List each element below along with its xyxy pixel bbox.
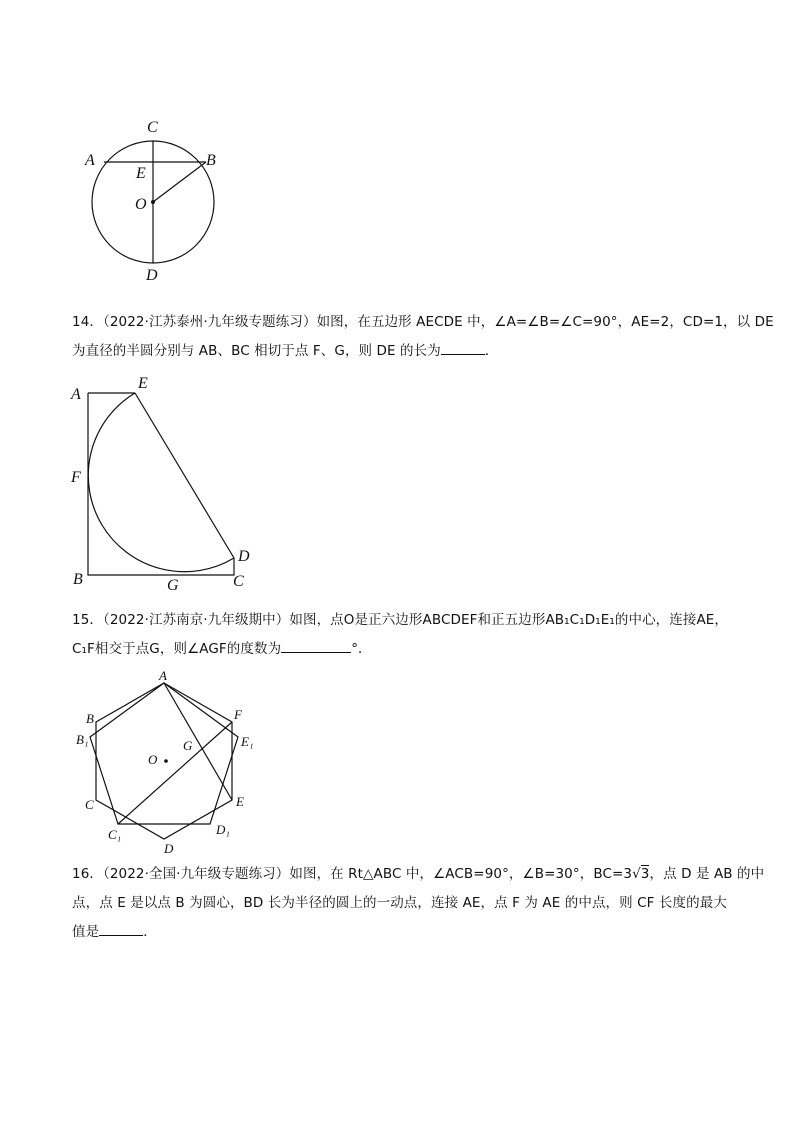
label-a: A (85, 152, 95, 169)
regular-hexagon (96, 683, 232, 839)
label-e: E (136, 165, 146, 182)
label-a: A (71, 386, 81, 403)
sqrt-radicand: 3 (640, 866, 650, 882)
problem-16-tail: ． (143, 924, 157, 940)
problem-16-line-2: 点，点 E 是以点 B 为圆心，BD 长为半径的圆上的一动点，连接 AE，点 F 为 AE 的中点，则 CF 长度的最大 (72, 895, 727, 911)
pentagon-semicircle-figure (66, 372, 256, 597)
problem-14 (72, 308, 774, 366)
label-b1: B₁ (76, 732, 89, 747)
label-b: B (73, 571, 83, 588)
label-c: C (85, 797, 94, 812)
label-f: F (71, 469, 81, 486)
center-dot (151, 200, 155, 204)
problem-15-tail: °． (351, 641, 372, 657)
problem-14-tail: ． (484, 343, 499, 359)
label-b: B (206, 152, 216, 169)
diameter-de (135, 393, 234, 558)
problem-15 (72, 606, 732, 664)
problem-15-line-2 (72, 635, 732, 664)
problem-15-text: C₁F相交于点G，则∠AGF的度数为 (72, 641, 282, 657)
label-o: O (148, 752, 158, 767)
regular-pentagon (90, 683, 238, 824)
answer-blank-16[interactable] (99, 921, 143, 936)
problem-14-line-2 (72, 337, 732, 366)
problem-16-text-a: 16．（2022·全国·九年级专题练习）如图，在 Rt△ABC 中，∠ACB=90°，∠B=30°，BC=3 (72, 866, 633, 882)
label-c: C (147, 119, 158, 136)
problem-16-line-1 (72, 860, 765, 889)
label-g: G (167, 577, 179, 594)
label-b: B (86, 711, 94, 726)
answer-blank-15[interactable] (281, 638, 351, 653)
segment-ae (164, 683, 232, 800)
label-c: C (233, 573, 244, 590)
label-o: O (135, 196, 147, 213)
sqrt-sign: √ (632, 866, 641, 882)
center-dot (164, 759, 168, 763)
radius-ob (153, 162, 206, 202)
label-c1: C₁ (108, 827, 122, 842)
label-e1: E₁ (241, 734, 254, 749)
problem-16-text-c: 值是 (72, 924, 100, 940)
hexagon-pentagon-figure (72, 668, 272, 858)
problem-16-line-3 (72, 918, 732, 947)
problem-15-line-1: 15．（2022·江苏南京·九年级期中）如图，点O是正六边形ABCDEF和正五边形AB₁C₁D₁E₁的中心，连接AE， (72, 612, 729, 628)
semicircle-arc (88, 393, 234, 572)
problem-14-text: 为直径的半圆分别与 AB、BC 相切于点 F、G，则 DE 的长为 (72, 343, 441, 359)
problem-16 (72, 860, 765, 947)
label-a: A (159, 668, 167, 683)
answer-blank-14[interactable] (441, 340, 485, 355)
problem-14-line-1: 14．（2022·江苏泰州·九年级专题练习）如图，在五边形 AECDE 中，∠A=∠B=∠C=90°，AE=2，CD=1，以 DE (72, 314, 774, 330)
label-d: D (146, 267, 158, 284)
circle-figure (80, 112, 240, 287)
label-d: D (164, 841, 174, 856)
label-e: E (236, 794, 244, 809)
label-g: G (183, 738, 193, 753)
label-e: E (138, 375, 148, 392)
pentagon-outline (88, 393, 234, 575)
label-f: F (234, 707, 242, 722)
label-d1: D₁ (216, 822, 230, 837)
problem-16-text-b: ，点 D 是 AB 的中 (649, 866, 765, 882)
label-d: D (238, 548, 250, 565)
